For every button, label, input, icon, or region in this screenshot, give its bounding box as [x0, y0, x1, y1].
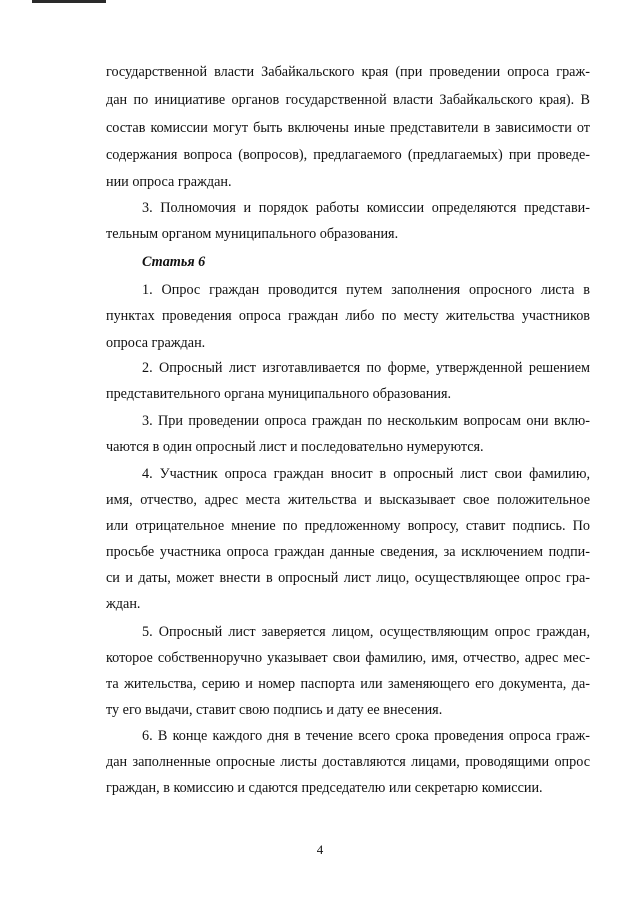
text-line: опроса граждан. [106, 335, 206, 351]
text-line: представительного органа муниципального образования. [106, 386, 452, 402]
text-line: дан по инициативе органов государственной власти Забайкальского края). В [106, 92, 590, 108]
text-line: просьбе участника опроса граждан данные сведения, за исключением подпи- [106, 544, 590, 560]
text-line: содержания вопроса (вопросов), предлагаемого (предлагаемых) при проведе- [106, 147, 590, 163]
page-number: 4 [316, 842, 324, 857]
text-line: пунктах проведения опроса граждан либо по месту жительства участников [106, 308, 590, 324]
text-line: си и даты, может внести в опросный лист лицо, осуществляющее опрос гра- [106, 570, 590, 586]
text-line: ждан. [106, 596, 141, 612]
text-line: 2. Опросный лист изготавливается по форме, утвержденной решением [142, 360, 590, 376]
text-line: чаются в один опросный лист и последовательно нумеруются. [106, 439, 484, 455]
text-line: 3. Полномочия и порядок работы комиссии определяются представи- [142, 200, 590, 216]
text-line: которое собственноручно указывает свои фамилию, имя, отчество, адрес мес- [106, 650, 590, 666]
text-line: 4. Участник опроса граждан вносит в опросный лист свои фамилию, [142, 466, 590, 482]
text-line: состав комиссии могут быть включены иные представители в зависимости от [106, 120, 590, 136]
text-line: нии опроса граждан. [106, 174, 232, 190]
article-heading: Статья 6 [142, 254, 206, 270]
text-line: дан заполненные опросные листы доставляются лицами, проводящими опрос [106, 754, 590, 770]
text-line: 3. При проведении опроса граждан по нескольким вопросам они вклю- [142, 413, 590, 429]
text-line: государственной власти Забайкальского края (при проведении опроса граж- [106, 64, 590, 80]
text-line: та жительства, серию и номер паспорта или заменяющего его документа, да- [106, 676, 590, 692]
text-line: граждан, в комиссию и сдаются председателю или секретарю комиссии. [106, 780, 543, 796]
text-line: тельным органом муниципального образования. [106, 226, 399, 242]
text-line: ту его выдачи, ставит свою подпись и дату ее внесения. [106, 702, 443, 718]
text-line: имя, отчество, адрес места жительства и высказывает свое положительное [106, 492, 590, 508]
text-line: 6. В конце каждого дня в течение всего срока проведения опроса граж- [142, 728, 590, 744]
text-line: 5. Опросный лист заверяется лицом, осуществляющим опрос граждан, [142, 624, 590, 640]
text-line: или отрицательное мнение по предложенному вопросу, ставит подпись. По [106, 518, 590, 534]
text-line: 1. Опрос граждан проводится путем заполнения опросного листа в [142, 282, 590, 298]
